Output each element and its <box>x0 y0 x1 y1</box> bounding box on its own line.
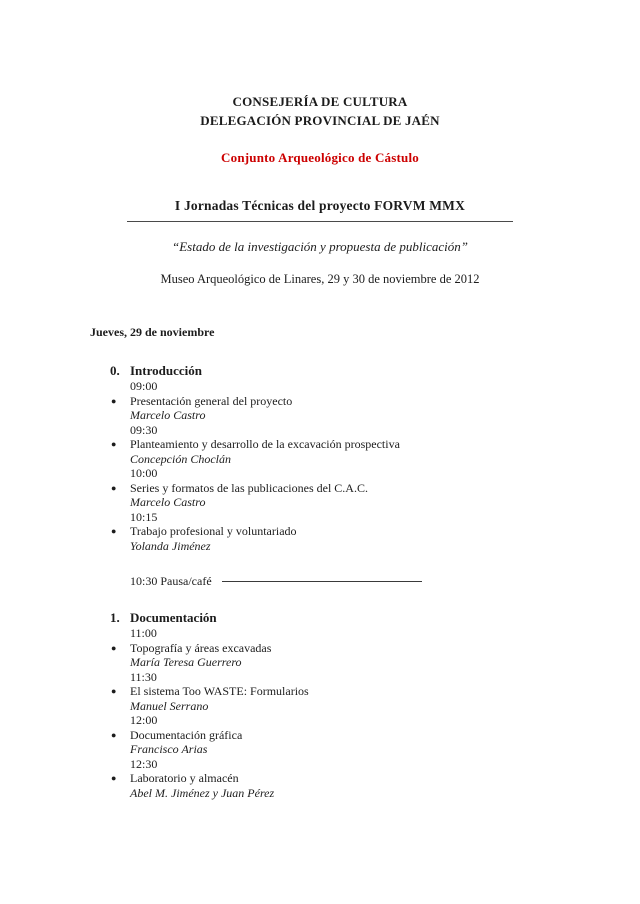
break-rule <box>222 581 422 582</box>
item-speaker: Marcelo Castro <box>130 495 206 509</box>
item-speaker: Concepción Choclán <box>130 451 231 466</box>
section-title: Documentación <box>130 610 217 625</box>
bullet-icon: ● <box>111 526 117 536</box>
day-heading: Jueves, 29 de noviembre <box>90 325 215 339</box>
item-topic: Topografía y áreas excavadas <box>130 640 272 655</box>
agenda-item <box>110 670 580 714</box>
agenda-item <box>110 379 580 423</box>
bullet-icon: ● <box>111 439 117 449</box>
item-topic: Series y formatos de las publicaciones del C.A.C. <box>130 480 368 495</box>
item-topic-row <box>110 524 580 539</box>
agenda-item <box>110 423 580 467</box>
item-topic-row <box>110 771 580 786</box>
section-number: 1. <box>110 610 120 625</box>
title-rule <box>127 221 513 222</box>
section-heading <box>110 362 580 379</box>
item-topic-row <box>110 728 580 743</box>
item-topic: Trabajo profesional y voluntariado <box>130 524 297 538</box>
item-speaker: Marcelo Castro <box>130 408 206 422</box>
agenda-item <box>110 626 580 670</box>
org-subtitle: Conjunto Arqueológico de Cástulo <box>221 150 419 165</box>
bullet-icon: ● <box>111 482 117 493</box>
event-quote: “Estado de la investigación y propuesta de publicación” <box>172 239 468 254</box>
item-time: 09:00 <box>130 379 158 393</box>
agenda-item <box>110 466 580 510</box>
section-documentacion <box>110 609 580 800</box>
bullet-icon: ● <box>111 686 117 696</box>
item-time: 11:30 <box>130 669 157 684</box>
section-introduccion <box>110 362 580 589</box>
org-line-1: CONSEJERÍA DE CULTURA <box>232 94 408 109</box>
item-topic: El sistema Too WASTE: Formularios <box>130 684 309 698</box>
item-topic-row <box>110 437 580 452</box>
org-line-2: DELEGACIÓN PROVINCIAL DE JAÉN <box>200 113 440 128</box>
event-title: I Jornadas Técnicas del proyecto FORVM MMX <box>174 198 466 213</box>
item-speaker: Abel M. Jiménez y Juan Pérez <box>130 785 275 800</box>
event-block <box>0 198 640 287</box>
section-heading <box>110 609 580 626</box>
item-topic: Presentación general del proyecto <box>130 393 293 408</box>
item-time: 11:00 <box>130 626 157 640</box>
item-speaker: María Teresa Guerrero <box>130 655 242 669</box>
agenda-item <box>110 713 580 757</box>
bullet-icon: ● <box>111 773 117 783</box>
item-speaker: Yolanda Jiménez <box>130 538 211 553</box>
item-topic-row <box>110 684 580 699</box>
bullet-icon: ● <box>111 395 117 406</box>
item-time: 09:30 <box>130 422 158 437</box>
section-number: 0. <box>110 363 120 378</box>
item-speaker: Francisco Arias <box>130 742 208 756</box>
item-topic-row <box>110 394 580 409</box>
coffee-break-row <box>130 574 580 589</box>
item-time: 10:00 <box>130 466 158 480</box>
item-topic: Laboratorio y almacén <box>130 771 239 785</box>
item-topic-row <box>110 481 580 496</box>
bullet-icon: ● <box>111 729 117 740</box>
item-topic: Planteamiento y desarrollo de la excavación prospectiva <box>130 437 400 451</box>
item-time: 10:15 <box>130 509 158 524</box>
section-title: Introducción <box>130 363 202 378</box>
document-header <box>0 0 640 166</box>
agenda-item <box>110 510 580 554</box>
bullet-icon: ● <box>111 642 117 653</box>
item-topic: Documentación gráfica <box>130 727 243 742</box>
item-time: 12:30 <box>130 756 158 771</box>
item-time: 12:00 <box>130 713 158 727</box>
event-venue: Museo Arqueológico de Linares, 29 y 30 de noviembre de 2012 <box>160 272 480 286</box>
item-speaker: Manuel Serrano <box>130 698 209 713</box>
item-topic-row <box>110 641 580 656</box>
coffee-break-label: 10:30 Pausa/café <box>130 574 212 588</box>
agenda-item <box>110 757 580 801</box>
